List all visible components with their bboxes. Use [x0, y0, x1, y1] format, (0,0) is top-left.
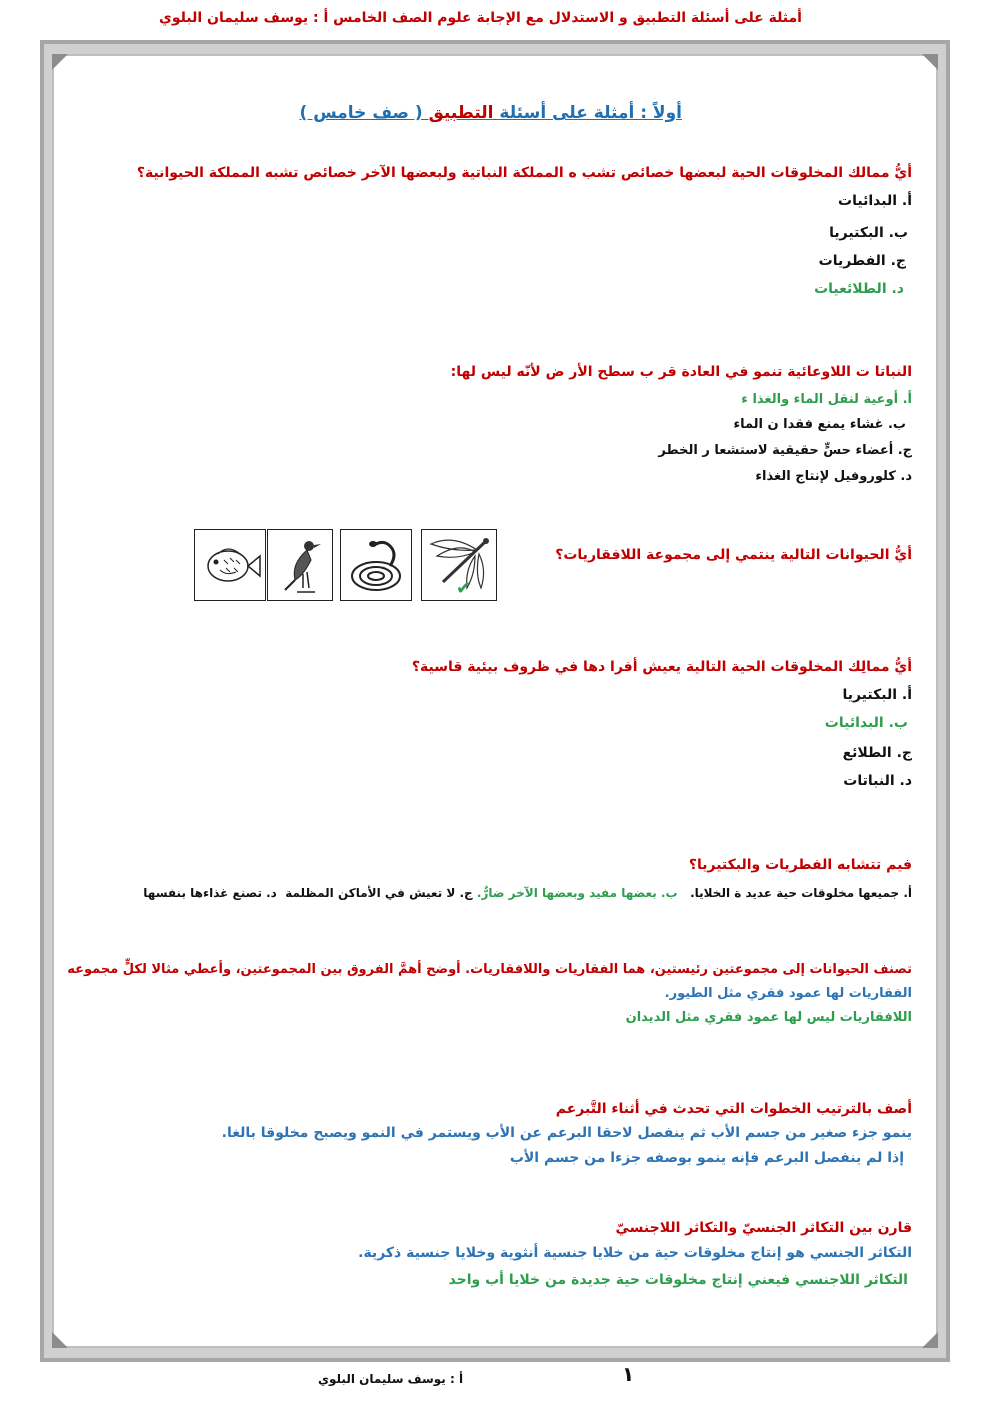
fish-icon [196, 530, 265, 599]
question-6-text: تصنف الحيوانات إلى مجموعتين رئيستين، هما الفقاريات واللافقاريات. أوضح أهمَّ الفروق بين المجموعتين، وأعطي مثالا لكلٍّ مجموعه [67, 962, 912, 977]
corner-ornament-bottom-left [52, 1332, 68, 1348]
question-4-option-b-correct: ب. البدائيات [824, 715, 908, 731]
question-7-answer-1: ينمو جزء صغير من جسم الأب ثم ينفصل لاحقا البرعم عن الأب ويستمر في النمو ويصبح مخلوقا بالغا. [221, 1125, 912, 1141]
question-1-option-c: ج. الفطريات [818, 253, 906, 269]
question-1-option-b: ب. البكتيريا [829, 225, 908, 241]
question-3-text: أيُّ الحيوانات التالية ينتمي إلى مجموعة اللافقاريات؟ [555, 547, 912, 563]
question-1-text: أيُّ ممالك المخلوقات الحية لبعضها خصائص تشب ه المملكة النباتية ولبعضها الآخر خصائص تشبه المملكة الحيوانية؟ [136, 165, 912, 181]
question-2-option-c: ج. أعضاء حسٍّ حقيقية لاستشعا ر الخطر [658, 443, 912, 458]
question-2-option-a-correct: أ. أوعية لنقل الماء والغذا ء [741, 392, 912, 407]
bird-icon [269, 530, 332, 599]
section-title: أولاً : أمثلة على أسئلة التطبيق ( صف خامس ) [299, 103, 682, 123]
corner-ornament-bottom-right [922, 1332, 938, 1348]
bird-image-box [267, 529, 333, 601]
question-7-answer-2: إذا لم ينفصل البرعم فإنه ينمو بوصفه جزءا من جسم الأب [509, 1150, 904, 1166]
question-5-options-line [143, 886, 912, 900]
question-4-text: أيُّ ممالِك المخلوقات الحية التالية يعيش أفرا دها في ظروف بيئية قاسية؟ [411, 659, 912, 675]
question-5-text: فيم تتشابه الفطريات والبكتيريا؟ [688, 857, 912, 873]
page-number: ١ [622, 1362, 635, 1386]
question-1-option-d-correct: د. الطلائعيات [814, 281, 904, 297]
question-4-option-a: أ. البكتيريا [842, 687, 912, 703]
page-header-title: أمثلة على أسئلة التطبيق و الاستدلال مع الإجابة علوم الصف الخامس أ : يوسف سليمان البلوي [159, 10, 802, 26]
page-border-top-band [44, 44, 946, 54]
question-4-option-d: د. النباتات [843, 773, 912, 789]
question-2-option-d: د. كلوروفيل لإنتاج الغذاء [755, 469, 912, 484]
question-8-answer-1: التكاثر الجنسي هو إنتاج مخلوقات حية من خلايا جنسية أنثوية وخلايا جنسية ذكرية. [358, 1245, 912, 1261]
question-5-option-b-correct: ب. بعضها مفيد وبعضها الآخر ضارٌّ. [476, 886, 678, 900]
corner-ornament-top-right [922, 54, 938, 70]
question-1-option-a: أ. البدائيات [838, 193, 912, 209]
question-8-answer-2: التكاثر اللاجنسي فيعني إنتاج مخلوقات حية جديدة من خلايا أب واحد [448, 1272, 908, 1288]
question-5-option-a: أ. جميعها مخلوقات حية عديد ة الخلايا. [690, 886, 912, 900]
fish-image-box [194, 529, 266, 601]
question-6-answer-1: الفقاريات لها عمود فقري مثل الطيور. [664, 986, 912, 1001]
page-border-right-band [938, 54, 946, 1348]
question-8-text: قارن بين التكاثر الجنسيّ والتكاثر اللاجنسيّ [615, 1220, 912, 1236]
question-5-option-c: ج. لا تعيش في الأماكن المظلمة [285, 886, 473, 900]
question-4-option-c: ج. الطلائع [842, 745, 912, 761]
corner-ornament-top-left [52, 54, 68, 70]
snake-image-box [340, 529, 412, 601]
question-5-option-d: د. تصنع غذاءها بنفسها [143, 886, 277, 900]
question-2-text: النباتا ت اللاوعائية تنمو في العادة قر ب سطح الأر ض لأنّه ليس لها: [450, 364, 912, 380]
footer-author: أ : يوسف سليمان البلوي [318, 1372, 464, 1386]
page-border-left-band [44, 54, 52, 1348]
page-border-bottom-band [44, 1348, 946, 1358]
question-2-option-b: ب. غشاء يمنع فقدا ن الماء [733, 417, 906, 432]
correct-check-icon: ✔ [456, 578, 472, 599]
question-7-text: أصف بالترتيب الخطوات التي تحدث في أثناء التَّبرعم [555, 1101, 912, 1117]
question-6-answer-2: اللافقاريات ليس لها عمود فقري مثل الديدان [625, 1010, 912, 1025]
snake-icon [342, 530, 411, 599]
dragonfly-image-box-correct [421, 529, 497, 601]
